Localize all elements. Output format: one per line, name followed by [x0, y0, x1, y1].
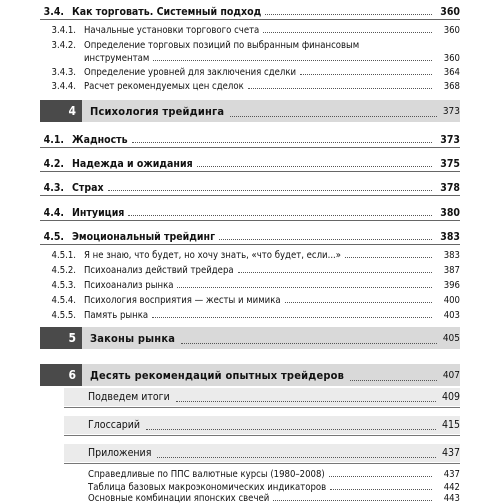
dot-leader [230, 105, 437, 117]
toc-appendix-item-3[interactable] [0, 490, 500, 504]
page-number: 407 [442, 369, 460, 381]
section-number: 4.2. [43, 158, 64, 170]
page-number: 437 [443, 469, 460, 480]
page-number: 403 [443, 310, 460, 321]
dot-leader [300, 74, 432, 75]
appendix-item-title: Таблица базовых макроэкономических индикаторов [88, 482, 327, 493]
dot-leader [146, 420, 436, 430]
toc-extra-glossary[interactable] [64, 416, 460, 434]
appendix-item-title: Справедливые по ППС валютные курсы (1980–2008) [88, 469, 325, 480]
item-number: 3.4.4. [51, 81, 76, 92]
toc-extra-appendix[interactable] [64, 444, 460, 462]
page-number: 360 [443, 25, 460, 36]
dot-leader [132, 142, 432, 143]
extra-title: Глоссарий [88, 419, 141, 431]
page-number: 396 [443, 280, 460, 291]
toc-item-4-5-1[interactable] [0, 245, 500, 261]
dot-leader [238, 272, 432, 273]
item-number: 4.5.3. [51, 280, 76, 291]
divider [40, 171, 460, 172]
section-title: Как торговать. Системный подход [72, 6, 262, 18]
item-number: 4.5.2. [51, 265, 76, 276]
item-number: 3.4.3. [51, 67, 76, 78]
section-title: Интуиция [72, 207, 125, 219]
section-number: 4.4. [43, 207, 64, 219]
page-number: 380 [440, 207, 460, 219]
page-number: 383 [440, 231, 460, 243]
divider [40, 220, 460, 221]
dot-leader [285, 302, 432, 303]
item-number: 3.4.1. [51, 25, 76, 36]
chapter-6-header[interactable] [40, 364, 460, 386]
item-title: Начальные установки торгового счета [84, 25, 260, 36]
dot-leader [248, 88, 432, 89]
section-title: Эмоциональный трейдинг [72, 231, 216, 243]
dot-leader [152, 317, 432, 318]
page-number: 443 [443, 493, 460, 504]
dot-leader [176, 392, 436, 402]
toc-item-4-5-2[interactable] [0, 260, 500, 276]
dot-leader [350, 369, 437, 381]
toc-extra-summary[interactable] [64, 388, 460, 406]
toc-section-3-4[interactable] [0, 2, 500, 18]
dot-leader [273, 500, 432, 501]
toc-item-4-5-5[interactable] [0, 305, 500, 321]
toc-section-4-3[interactable] [0, 178, 500, 194]
page-number: 368 [443, 81, 460, 92]
toc-item-4-5-3[interactable] [0, 275, 500, 291]
item-title: Память рынка [84, 310, 149, 321]
divider [64, 435, 460, 436]
page-number: 415 [441, 419, 460, 431]
dot-leader [345, 257, 432, 258]
item-number: 4.5.5. [51, 310, 76, 321]
item-title: Определение уровней для заключения сделки [84, 67, 297, 78]
dot-leader [128, 215, 432, 216]
item-title-line2: инструментам [84, 53, 150, 64]
dot-leader [108, 190, 432, 191]
dot-leader [181, 332, 437, 344]
page-number: 360 [443, 53, 460, 64]
item-number: 4.5.4. [51, 295, 76, 306]
chapter-title: Десять рекомендаций опытных трейдеров [90, 368, 345, 382]
dot-leader [265, 14, 432, 15]
toc-item-4-5-4[interactable] [0, 290, 500, 306]
dot-leader [153, 60, 432, 61]
item-number: 4.5.1. [51, 250, 76, 261]
item-title: Психоанализ действий трейдера [84, 265, 234, 276]
chapter-title: Законы рынка [90, 331, 176, 345]
page-number: 373 [442, 105, 460, 117]
divider [64, 407, 460, 408]
toc-item-3-4-1[interactable] [0, 20, 500, 36]
chapter-4-header[interactable] [40, 100, 460, 122]
toc-section-4-1[interactable] [0, 130, 500, 146]
section-number: 3.4. [43, 6, 64, 18]
chapter-number: 6 [40, 364, 82, 386]
section-number: 4.5. [43, 231, 64, 243]
section-number: 4.1. [43, 134, 64, 146]
section-title: Жадность [72, 134, 128, 146]
section-title: Надежда и ожидания [72, 158, 193, 170]
toc-item-3-4-4[interactable] [0, 76, 500, 92]
dot-leader [157, 448, 436, 458]
toc-section-4-5[interactable] [0, 227, 500, 243]
divider [40, 195, 460, 196]
item-title: Психология восприятия — жесты и мимика [84, 295, 281, 306]
chapter-number: 5 [40, 327, 82, 349]
dot-leader [263, 32, 432, 33]
toc-section-4-4[interactable] [0, 203, 500, 219]
page-number: 378 [440, 182, 460, 194]
item-title: Я не знаю, что будет, но хочу знать, «что будет, если...» [84, 250, 341, 261]
section-title: Страх [72, 182, 104, 194]
page-number: 364 [443, 67, 460, 78]
item-number: 3.4.2. [51, 40, 76, 51]
chapter-number: 4 [40, 100, 82, 122]
page-number: 409 [441, 391, 460, 403]
page-number: 383 [443, 250, 460, 261]
extra-title: Приложения [88, 447, 152, 459]
dot-leader [177, 287, 432, 288]
chapter-title: Психология трейдинга [90, 104, 225, 118]
page-number: 442 [443, 482, 460, 493]
item-title: Психоанализ рынка [84, 280, 174, 291]
page-number: 437 [441, 447, 460, 459]
page-number: 360 [440, 6, 460, 18]
page-number: 373 [440, 134, 460, 146]
page-number: 387 [443, 265, 460, 276]
toc-section-4-2[interactable] [0, 154, 500, 170]
appendix-item-title: Основные комбинации японских свечей [88, 493, 270, 504]
item-title-line1: Определение торговых позиций по выбранным финансовым [84, 40, 360, 51]
page-number: 375 [440, 158, 460, 170]
dot-leader [219, 239, 432, 240]
extra-title: Подведем итоги [88, 391, 170, 403]
page-number: 400 [443, 295, 460, 306]
dot-leader [197, 166, 432, 167]
chapter-5-header[interactable] [40, 327, 460, 349]
page-number: 405 [442, 332, 460, 344]
divider [40, 147, 460, 148]
item-title: Расчет рекомендуемых цен сделок [84, 81, 244, 92]
section-number: 4.3. [43, 182, 64, 194]
